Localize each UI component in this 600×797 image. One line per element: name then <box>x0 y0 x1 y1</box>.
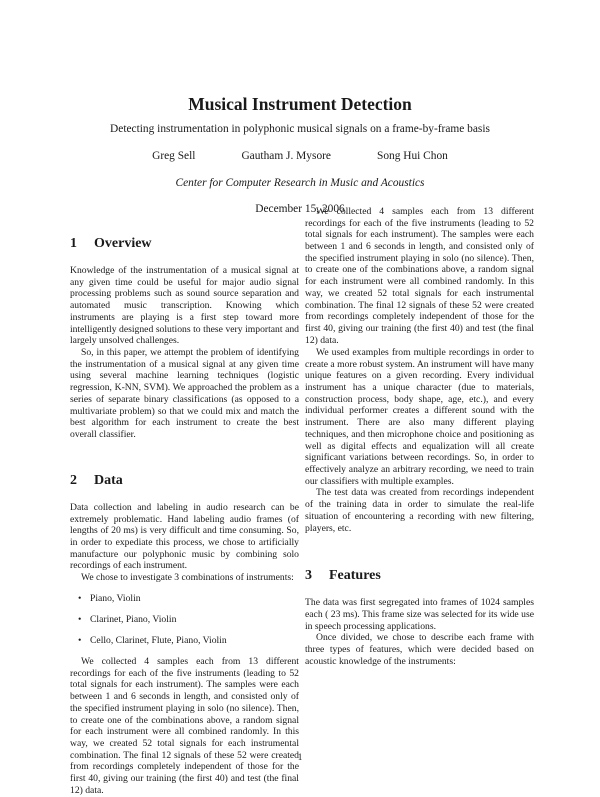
page-number: 1 <box>297 752 303 763</box>
paragraph: Data collection and labeling in audio research can be extremely problematic. Hand labeling audio frames (of lengths of 20 ms) is very difficult and time consuming. So, in order to expediate this process, we chose to artificially manufacture our polyphonic music by combining solo recordings of each instrument. <box>70 501 299 572</box>
section-heading-overview: 1 Overview <box>70 236 152 251</box>
list-item: • Cello, Clarinet, Flute, Piano, Violin <box>78 635 227 647</box>
right-column <box>305 205 534 668</box>
paragraph: Knowledge of the instrumentation of a musical signal at any given time could be useful for major audio signal processing problems such as sound source separation and automated music transcription. Knowing which instruments are playing is a first step toward more intelligently designed solutions to these very important and largely unsolved challenges. <box>70 265 299 347</box>
author-list <box>0 150 600 162</box>
affiliation: Center for Computer Research in Music and Acoustics <box>175 177 425 189</box>
date: December 15, 2006 <box>255 203 345 215</box>
section-heading-data: 2 Data <box>70 472 123 488</box>
paragraph: We collected 4 samples each from 13 different recordings for each of the five instruments (leading to 52 total signals for each instrument). The samples were each between 1 and 6 seconds in length, and consisted only of the specified instrument playing in solo (no silence). Then, to create one of the combinations above, a random signal for each instrument were all combined randomly. In this way, we created 52 total signals for each instrumental combination. The final 12 signals of these 52 were created from recordings completely independent of those for the first 40, giving our training (the first 40) and test (the final 12) data. <box>70 655 299 796</box>
author: Greg Sell <box>152 150 196 162</box>
list-item: • Clarinet, Piano, Violin <box>78 614 177 626</box>
paragraph: So, in this paper, we attempt the problem of identifying the instrumentation of a musical signal at any given time using several machine learning techniques (logistic regression, K-NN, SVM). We approached the problem as a series of separate binary classifications (as opposed to a multivariate problem) so that we could mix and match the best algorithm for each instrument to create the best overall classifier. <box>70 347 299 441</box>
paragraph: We used examples from multiple recordings in order to create a more robust system. An instrument will have many unique features on a given recording. Every individual instrument has a unique character (due to materials, construction process, body shape, age, etc.), and every individual performer creates a different sound with the instrument. There are also many different playing techniques, and then microphone choice and positioning as well as digital effects and equalization will all create significant variations between recordings. So, in order to effectively analyze an arbitrary recording, we need to train our classifiers with multiple examples. <box>305 346 534 487</box>
left-column <box>70 236 299 796</box>
paper-title: Musical Instrument Detection <box>188 94 412 114</box>
paragraph: The data was first segregated into frames of 1024 samples each ( 23 ms). This frame size was selected for its wide use in speech processing applications. <box>305 597 534 632</box>
paragraph-continuation: We collected 4 samples each from 13 different recordings for each of the five instruments (leading to 52 total signals for each instrument). The samples were each between 1 and 6 seconds in length, and consisted only of the specified instrument playing in solo (no silence). Then, to create one of the combinations above, a random signal for each instrument were all combined randomly. In this way, we created 52 total signals for each instrumental combination. The final 12 signals of these 52 were created from recordings completely independent of those for the first 40, giving our training (the first 40) and test (the final 12) data. <box>305 205 534 346</box>
list-item: • Piano, Violin <box>78 592 141 604</box>
paper-subtitle: Detecting instrumentation in polyphonic musical signals on a frame-by-frame basis <box>110 123 490 135</box>
paragraph: The test data was created from recordings independent of the training data in order to simulate the real-life situation of encountering a recording with new filtering, players, etc. <box>305 487 534 534</box>
paragraph: We chose to investigate 3 combinations of instruments: <box>81 572 294 584</box>
paragraph: Once divided, we chose to describe each frame with three types of features, which were decided based on acoustic knowledge of the instruments: <box>305 632 534 667</box>
combination-list <box>70 593 299 647</box>
author: Gautham J. Mysore <box>241 150 331 162</box>
section-heading-features: 3 Features <box>305 568 381 584</box>
author: Song Hui Chon <box>376 150 448 162</box>
